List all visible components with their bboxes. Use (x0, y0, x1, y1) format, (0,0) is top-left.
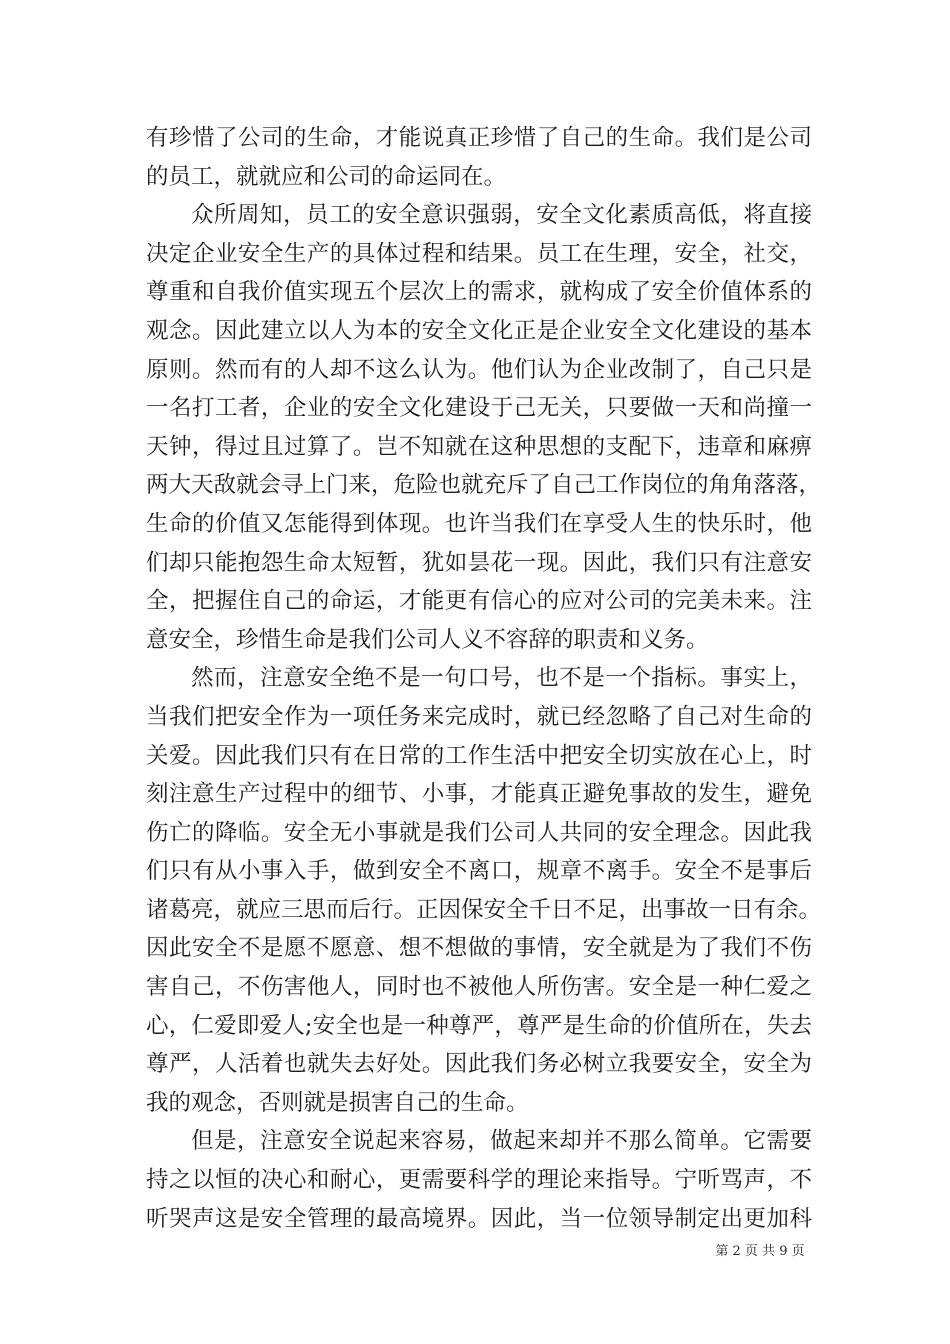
paragraph (146, 1122, 812, 1238)
text-line: 因此安全不是愿不愿意、想不想做的事情，安全就是为了我们不伤 (146, 935, 812, 962)
text-line: 尊重和自我价值实现五个层次上的需求，就构成了安全价值体系的 (146, 279, 812, 306)
text-line: 生命的价值又怎能得到体现。也许当我们在享受人生的快乐时，他 (146, 510, 812, 537)
text-line: 然而，注意安全绝不是一句口号，也不是一个指标。事实上， (191, 665, 812, 692)
text-line: 我的观念，否则就是损害自己的生命。 (146, 1089, 529, 1116)
text-line: 伤亡的降临。安全无小事就是我们公司人共同的安全理念。因此我 (146, 819, 812, 846)
text-line: 一名打工者，企业的安全文化建设于己无关，只要做一天和尚撞一 (146, 395, 812, 422)
text-line: 原则。然而有的人却不这么认为。他们认为企业改制了，自己只是 (146, 356, 812, 383)
text-line: 刻注意生产过程中的细节、小事，才能真正避免事故的发生，避免 (146, 781, 812, 808)
paragraph (146, 119, 812, 196)
text-line: 心，仁爱即爱人;安全也是一种尊严，尊严是生命的价值所在，失去 (146, 1012, 812, 1039)
text-line: 但是，注意安全说起来容易，做起来却并不那么简单。它需要 (191, 1128, 812, 1155)
text-line: 众所周知，员工的安全意识强弱，安全文化素质高低，将直接 (191, 202, 812, 229)
text-line: 意安全，珍惜生命是我们公司人义不容辞的职责和义务。 (146, 626, 709, 653)
page-number-footer: 第 2 页 共 9 页 (715, 1244, 805, 1259)
body-text (146, 119, 822, 1238)
text-line: 全，把握住自己的命运，才能更有信心的应对公司的完美未来。注 (146, 588, 812, 615)
text-line: 天钟，得过且过算了。岂不知就在这种思想的支配下，违章和麻痹 (146, 433, 812, 460)
text-line: 的员工，就就应和公司的命运同在。 (146, 163, 507, 190)
paragraph (146, 659, 822, 1122)
text-line: 听哭声这是安全管理的最高境界。因此，当一位领导制定出更加科 (146, 1205, 812, 1232)
text-line: 诸葛亮，就应三思而后行。正因保安全千日不足，出事故一日有余。 (146, 896, 822, 923)
text-line: 当我们把安全作为一项任务来完成时，就已经忽略了自己对生命的 (146, 703, 812, 730)
text-line: 两大天敌就会寻上门来，危险也就充斥了自己工作岗位的角角落落， (146, 472, 822, 499)
paragraph (146, 196, 822, 659)
text-line: 害自己，不伤害他人，同时也不被他人所伤害。安全是一种仁爱之 (146, 974, 812, 1001)
text-line: 观念。因此建立以人为本的安全文化正是企业安全文化建设的基本 (146, 317, 812, 344)
text-line: 尊严，人活着也就失去好处。因此我们务必树立我要安全，安全为 (146, 1051, 812, 1078)
text-line: 持之以恒的决心和耐心，更需要科学的理论来指导。宁听骂声，不 (146, 1167, 812, 1194)
text-line: 们却只能抱怨生命太短暂，犹如昙花一现。因此，我们只有注意安 (146, 549, 812, 576)
text-line: 决定企业安全生产的具体过程和结果。员工在生理，安全，社交， (146, 240, 812, 267)
text-line: 有珍惜了公司的生命，才能说真正珍惜了自己的生命。我们是公司 (146, 125, 812, 151)
text-line: 们只有从小事入手，做到安全不离口，规章不离手。安全不是事后 (146, 858, 812, 885)
text-line: 关爱。因此我们只有在日常的工作生活中把安全切实放在心上，时 (146, 742, 812, 769)
